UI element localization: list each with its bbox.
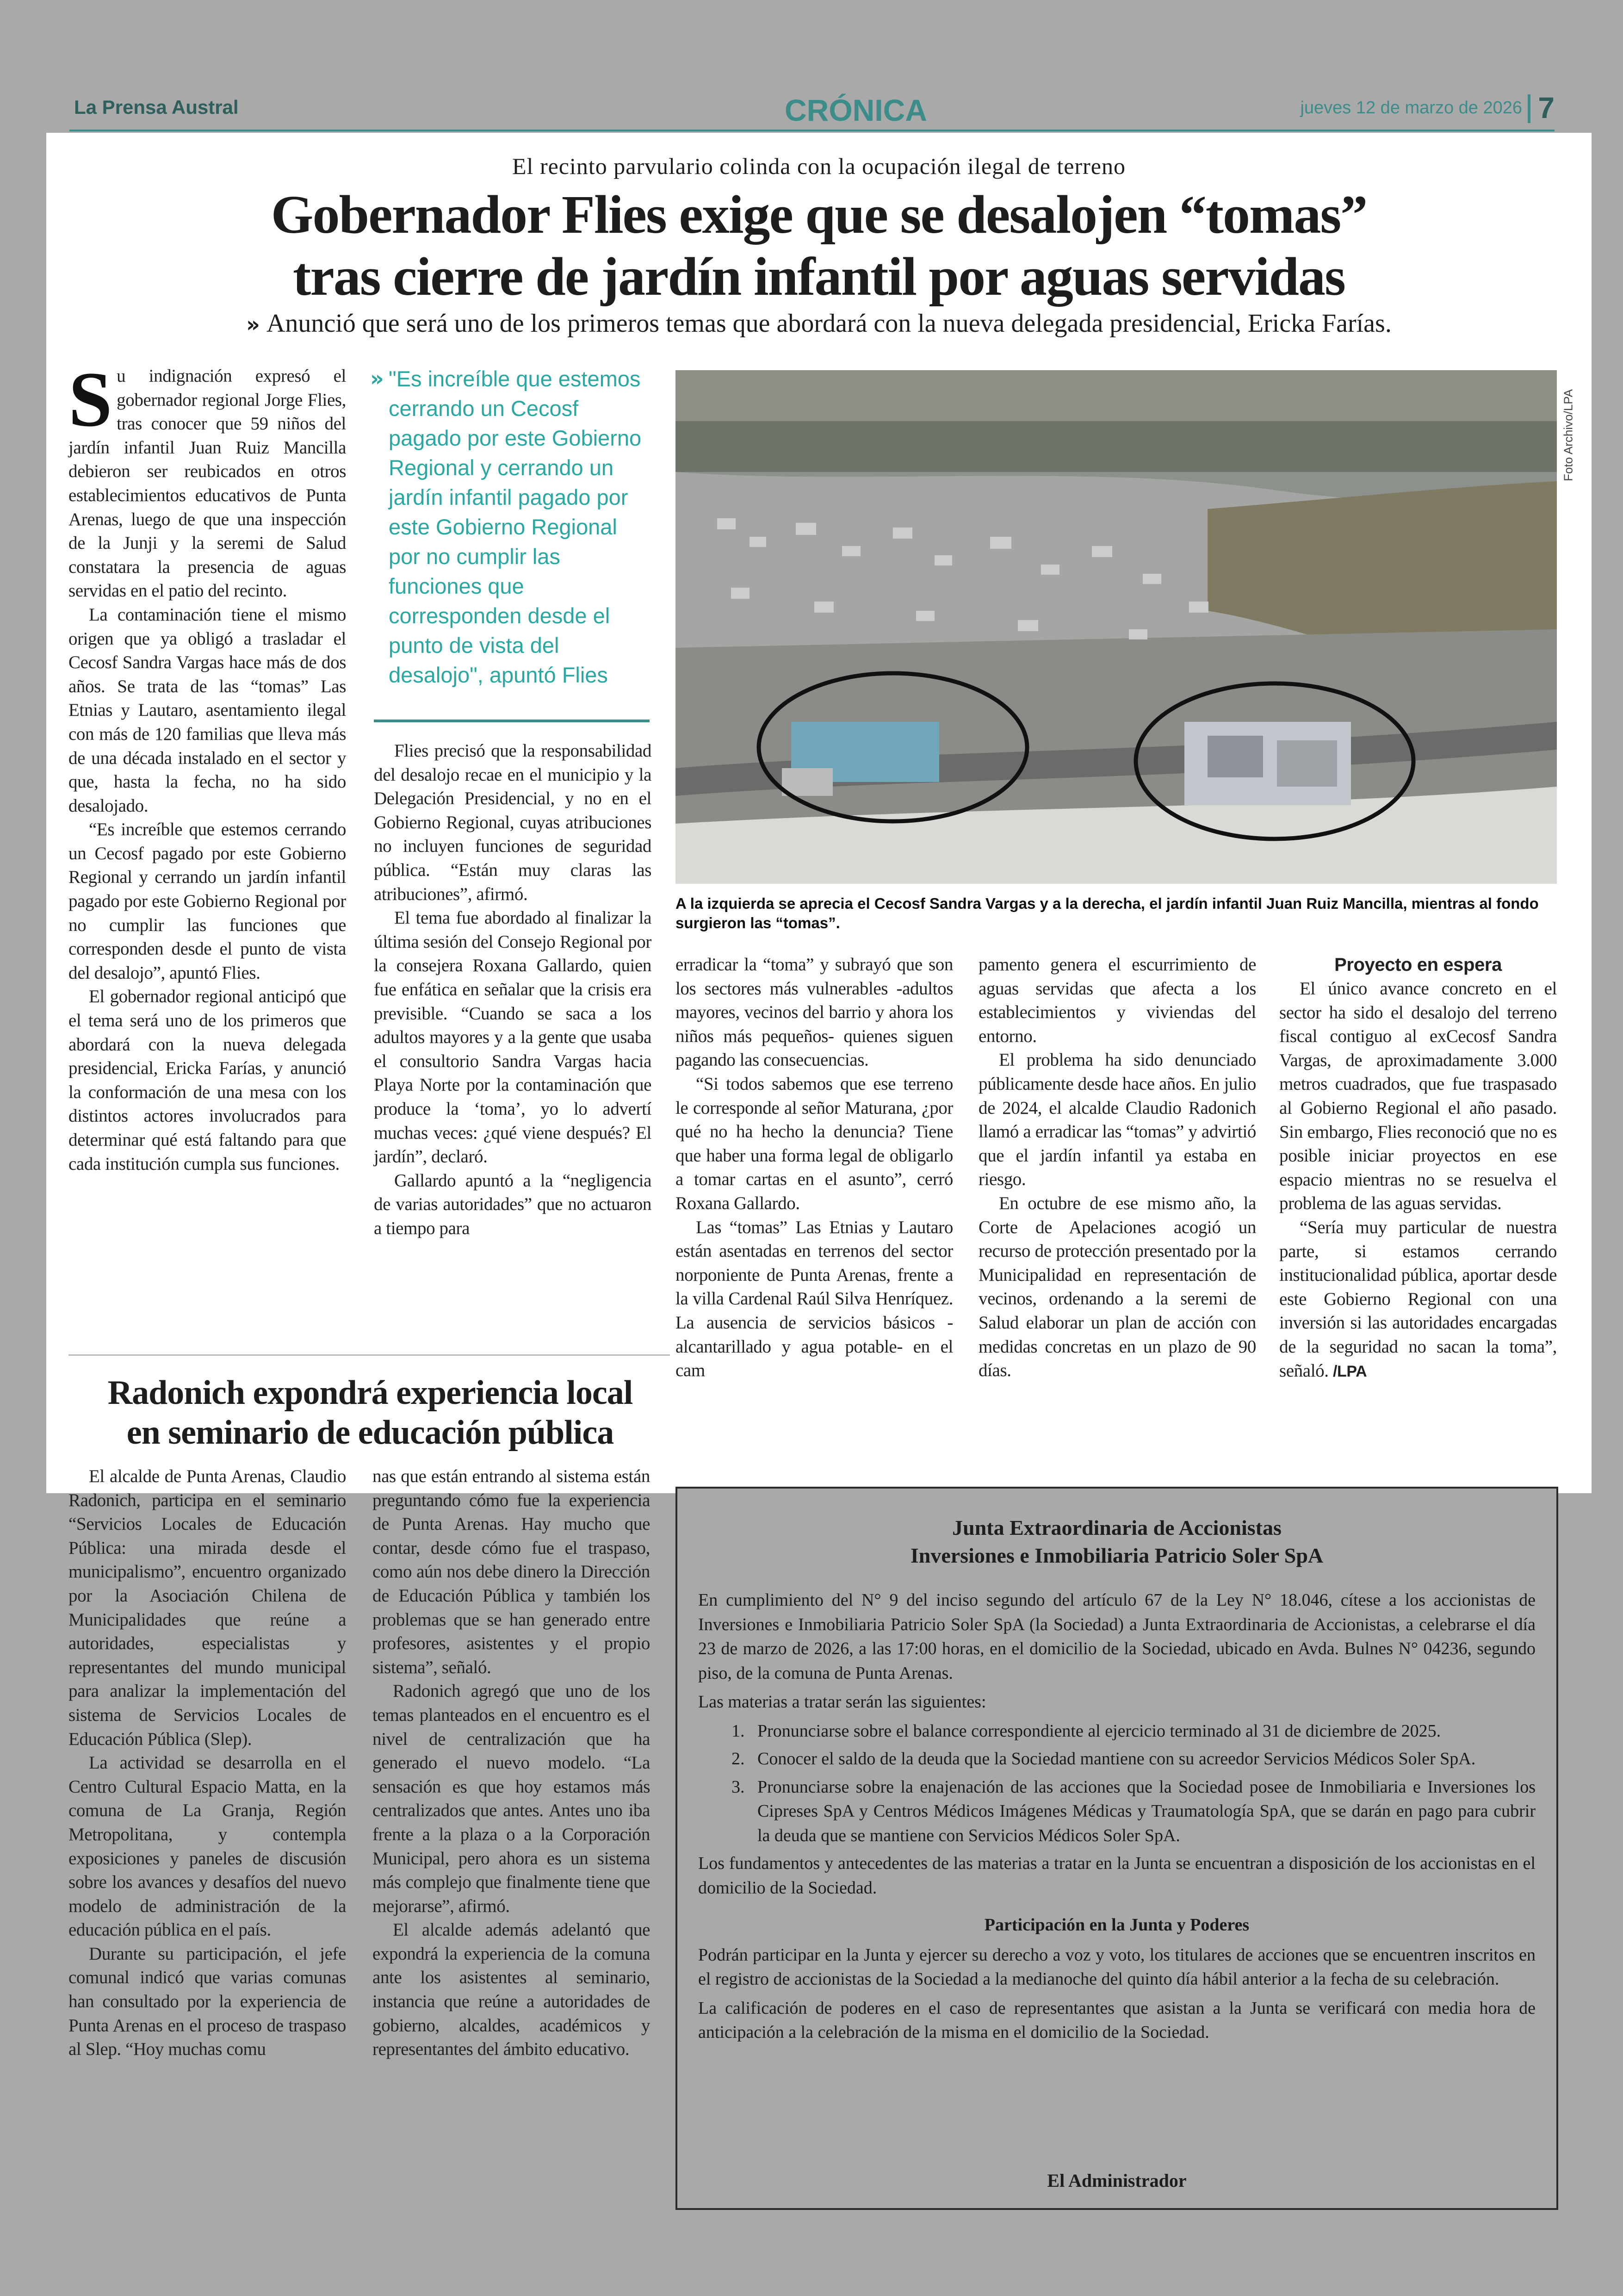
- article-paragraph: La contaminación tiene el mismo origen que ya obligó a trasladar el Cecosf Sandra Vargas hace más de dos años. Se trata de las “tomas” Las Etnias y Lautaro, asentamiento ilegal con más de 120 familias que lleva más de una década instalado en el sector y que, hasta la fecha, no ha sido desalojado.: [68, 604, 346, 816]
- photo-credit: Foto Archivo/LPA: [1561, 389, 1575, 481]
- newspaper-brand: La Prensa Austral: [74, 96, 239, 118]
- notice-signature: El Administrador: [1047, 2170, 1187, 2191]
- double-chevron-icon: »: [370, 366, 384, 391]
- notice-matters-list: [698, 1719, 1536, 1848]
- drop-cap: S: [68, 356, 112, 443]
- article-paragraph: Las “tomas” Las Etnias y Lautaro están asentadas en terrenos del sector norponiente de Punta Arenas, frente a la villa Cardenal Raúl Silva Henríquez. La ausencia de servicios básicos -alcantarillado y agua potable- en el cam: [675, 1217, 953, 1381]
- article-paragraph: El alcalde además adelantó que expondrá la experiencia de la comuna ante los asistentes al seminario, instancia que reúne a autoridades de gobierno, alcaldes, académicos y representantes del ámbito educativo.: [372, 1920, 650, 2060]
- article-paragraph: nas que están entrando al sistema están preguntando cómo fue la experiencia de Punta Arenas. Hay mucho que contar, desde cómo fue el traspaso, como aún nos debe dinero la Dirección de Educación Pública y también los problemas que se han generado entre profesores, asistentes y el propio sistema”, señaló.: [372, 1466, 650, 1677]
- notice-participation: Podrán participar en la Junta y ejercer su derecho a voz y voto, los titulares de acciones que se encuentren inscritos en el registro de accionistas de la Sociedad a la medianoche del quinto día hábil anterior a la fecha de su celebración.: [698, 1945, 1536, 1989]
- article-paragraph: “Es increíble que estemos cerrando un Cecosf pagado por este Gobierno Regional y cerrando un jardín infantil pagado por este Gobierno Regional por no cumplir las funciones que corresponden desde el punto de vista del desalojo”, apuntó Flies.: [68, 819, 346, 983]
- main-article: [46, 133, 1592, 1493]
- aerial-photo: [675, 370, 1557, 884]
- list-item: 1. Pronunciarse sobre el balance correspondiente al ejercicio terminado al 31 de diciembre de 2025.: [749, 1719, 1536, 1744]
- pull-quote-rule: [374, 720, 650, 722]
- article-column-2: [374, 739, 651, 1240]
- double-chevron-icon: »: [246, 312, 260, 337]
- notice-title-line-1: Junta Extraordinaria de Accionistas: [952, 1516, 1282, 1539]
- article-column-4: [979, 953, 1256, 1383]
- notice-title: [677, 1514, 1556, 1570]
- article-paragraph: El único avance concreto en el sector ha sido el desalojo del terreno fiscal contiguo al exCecosf Sandra Vargas, de aproximadamente 3.000 metros cuadrados, que fue traspasado al Gobierno Regional el año pasado. Sin embargo, Flies reconoció que no es posible iniciar proyectos en ese espacio mientras no se resuelva el problema de las aguas servidas.: [1279, 979, 1557, 1214]
- shareholder-notice: [675, 1487, 1558, 2210]
- second-article-headline: [65, 1373, 675, 1452]
- pull-quote-text: "Es increíble que estemos cerrando un Cecosf pagado por este Gobierno Regional y cerrando un jardín infantil pagado por este Gobierno Regional por no cumplir las funciones que corresponden desde el punto de vista del desalojo", apuntó Flies: [389, 366, 642, 687]
- notice-subtitle: Participación en la Junta y Poderes: [984, 1915, 1250, 1935]
- article-paragraph: El tema fue abordado al finalizar la última sesión del Consejo Regional por la consejera Roxana Gallardo, quien fue enfática en señalar que la crisis era previsible. “Cuando se saca a los adultos mayores y a la gente que usaba el consultorio Sandra Vargas hacia Playa Norte por la contaminación que produce la ‘toma’, yo lo advertí muchas veces: ¿qué viene después? El jardín”, declaró.: [374, 908, 651, 1167]
- headline-line-1: Gobernador Flies exige que se desalojen “tomas”: [271, 184, 1367, 245]
- article-paragraph: Su indignación expresó el gobernador regional Jorge Flies, tras conocer que 59 niños del jardín infantil Juan Ruiz Mancilla debieron ser reubicados en otros establecimientos educativos de Punta Arenas, luego de que una inspección de la Junji y la seremi de Salud constatara la presencia de aguas servidas en el patio del recinto.: [68, 356, 346, 601]
- page-number-divider: [1528, 94, 1530, 123]
- second-article-column-1: [68, 1464, 346, 2061]
- article-kicker: El recinto parvulario colinda con la ocupación ilegal de terreno: [512, 153, 1126, 179]
- notice-intro: En cumplimiento del N° 9 del inciso segundo del artículo 67 de la Ley N° 18.046, cítese a los accionistas de Inversiones e Inmobiliaria Patricio Soler SpA (la Sociedad) a Junta Extraordinaria de Accionistas, a celebrarse el día 23 de marzo de 2026, a las 17:00 horas, en el domicilio de la Sociedad, ubicado en Avda. Bulnes N° 04236, segundo piso, de la comuna de Punta Arenas.: [698, 1590, 1536, 1683]
- pull-quote: [370, 364, 648, 716]
- list-item: 3. Pronunciarse sobre la enajenación de las acciones que la Sociedad posee de Inmobiliaria e Inversiones los Cipreses SpA y Centros Médicos Imágenes Médicas y Traumatología SpA, que se darán en pago para cubrir la deuda que se mantiene con Servicios Médicos Soler SpA.: [749, 1775, 1536, 1848]
- section-divider: [68, 1354, 670, 1356]
- article-paragraph: “Si todos sabemos que ese terreno le corresponde al señor Maturana, ¿por qué no ha hecho la denuncia? Tiene que haber una forma legal de obligarlo a tomar cartas en el asunto”, cerró Roxana Gallardo.: [675, 1074, 953, 1213]
- article-paragraph: En octubre de ese mismo año, la Corte de Apelaciones acogió un recurso de protección presentado por la Municipalidad en representación de vecinos, ordenando a la seremi de Salud elaborar un plan de acción con medidas concretas en un plazo de 90 días.: [979, 1193, 1256, 1381]
- list-item: 2. Conocer el saldo de la deuda que la Sociedad mantiene con su acreedor Servicios Médicos Soler SpA.: [749, 1747, 1536, 1771]
- article-paragraph: La actividad se desarrolla en el Centro Cultural Espacio Matta, en la comuna de La Granja, Región Metropolitana, y contempla exposiciones y paneles de discusión sobre los avances y desafíos del nuevo modelo de administración de la educación pública en el país.: [68, 1753, 346, 1940]
- aerial-photo-illustration: [675, 370, 1557, 884]
- article-paragraph: Gallardo apuntó a la “negligencia de varias autoridades” que no actuaron a tiempo para: [374, 1170, 651, 1238]
- article-paragraph: El problema ha sido denunciado públicamente desde hace años. En julio de 2024, el alcalde Claudio Radonich llamó a erradicar las “tomas” y advirtió que el jardín infantil ya estaba en riesgo.: [979, 1050, 1256, 1190]
- headline-line-2: en seminario de educación pública: [126, 1414, 614, 1452]
- notice-matters-label: Las materias a tratar serán las siguientes:: [698, 1692, 986, 1712]
- article-paragraph: Durante su participación, el jefe comunal indicó que varias comunas han consultado por la experiencia de Punta Arenas en el proceso de traspaso al Slep. “Hoy muchas comu: [68, 1943, 346, 2060]
- article-subhead: Proyecto en espera: [1334, 955, 1502, 975]
- article-paragraph: Radonich agregó que uno de los temas planteados en el encuentro es el nivel de centralización que ha generado el nuevo modelo. “La sensación es que hoy estamos más centralizados que antes. Antes uno iba frente a la plaza o a la Corporación Municipal, pero ahora es un sistema más complejo que finalmente tiene que mejorarse”, afirmó.: [372, 1681, 650, 1916]
- article-headline: [46, 184, 1592, 308]
- second-article-column-2: [372, 1464, 650, 2061]
- headline-line-1: Radonich expondrá experiencia local: [107, 1374, 633, 1412]
- section-title: CRÓNICA: [785, 93, 927, 127]
- notice-poderes: La calificación de poderes en el caso de representantes que asistan a la Junta se verificará con media hora de anticipación a la celebración de la misma en el domicilio de la Sociedad.: [698, 1998, 1536, 2042]
- notice-body: [698, 1588, 1536, 2049]
- dateline: jueves 12 de marzo de 2026: [1300, 98, 1522, 118]
- article-paragraph: pamento genera el escurrimiento de aguas servidas que afecta a los establecimientos y viviendas del entorno.: [979, 955, 1256, 1046]
- article-paragraph: El gobernador regional anticipó que el tema será uno de los primeros que abordará con la nueva delegada presidencial, Ericka Farías, y anunció la conformación de una mesa con los distintos actores involucrados para determinar qué está faltando para que cada institución cumpla sus funciones.: [68, 987, 346, 1174]
- article-paragraph: “Sería muy particular de nuestra parte, si estamos cerrando institucionalidad pública, aportar desde este Gobierno Regional con una inversión si las autoridades encargadas de la seguridad no sacan la toma”, señaló. /LPA: [1279, 1217, 1557, 1381]
- article-paragraph: El alcalde de Punta Arenas, Claudio Radonich, participa en el seminario “Servicios Locales de Educación Pública: una mirada desde el municipalismo”, encuentro organizado por la Asociación Chilena de Municipalidades que reúne a autoridades, especialistas y representantes del mundo municipal para analizar la implementación del sistema de Servicios Locales de Educación Pública (Slep).: [68, 1466, 346, 1749]
- headline-line-2: tras cierre de jardín infantil por aguas servidas: [293, 246, 1345, 307]
- article-paragraph: Flies precisó que la responsabilidad del desalojo recae en el municipio y la Delegación Presidencial, y no en el Gobierno Regional, cuyas atribuciones no incluyen funciones de seguridad pública. “Están muy claras las atribuciones”, afirmó.: [374, 741, 651, 904]
- article-column-5: [1279, 953, 1557, 1384]
- article-paragraph: erradicar la “toma” y subrayó que son los sectores más vulnerables -adultos mayores, vecinos del barrio y ahora los niños más pequeños- quienes siguen pagando las consecuencias.: [675, 955, 953, 1070]
- photo-caption: A la izquierda se aprecia el Cecosf Sandra Vargas y a la derecha, el jardín infantil Juan Ruiz Mancilla, mientras al fondo surgieron las “tomas”.: [675, 895, 1539, 931]
- page-number: 7: [1538, 91, 1555, 124]
- article-column-1: [68, 356, 346, 1176]
- header-rule: [69, 130, 1555, 131]
- notice-title-line-2: Inversiones e Inmobiliaria Patricio Soler SpA: [910, 1544, 1324, 1567]
- page-header: [69, 93, 1555, 130]
- notice-fundamentos: Los fundamentos y antecedentes de las materias a tratar en la Junta se encuentran a disposición de los accionistas en el domicilio de la Sociedad.: [698, 1854, 1536, 1898]
- article-column-3: [675, 953, 953, 1383]
- article-signature: /LPA: [1332, 1362, 1367, 1380]
- deck-text: Anunció que será uno de los primeros temas que abordará con la nueva delegada presidencial, Ericka Farías.: [266, 309, 1392, 338]
- article-deck: [46, 309, 1592, 338]
